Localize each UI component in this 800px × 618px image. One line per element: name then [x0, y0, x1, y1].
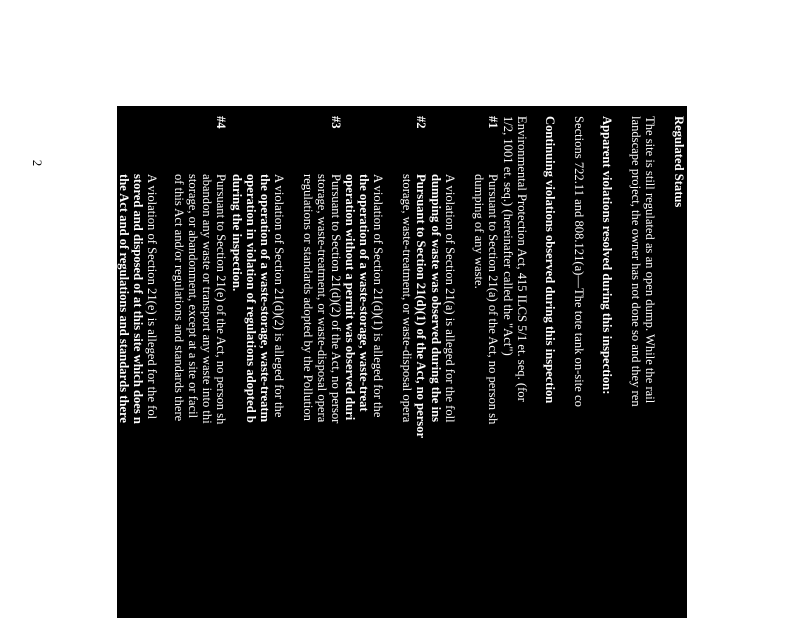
rotated-document-scan	[117, 106, 687, 618]
violation-allegation: A violation of Section 21(d)(1) is alleged for the	[371, 174, 385, 418]
section-heading: Regulated Status	[672, 116, 686, 208]
continuing-heading: Continuing violations observed during this inspection	[543, 116, 557, 404]
violation-label: #4	[214, 116, 228, 129]
violation-text: Pursuant to Section 21(d)(2) of the Act, no persor	[329, 174, 343, 424]
violation-text: abandon any waste or transport any waste into thi	[200, 174, 214, 424]
violation-allegation: during the inspection.	[230, 174, 244, 292]
violation-allegation: A violation of Section 21(a) is alleged for the foll	[443, 174, 457, 423]
violation-allegation: A violation of Section 21(d)(2) is alleged for the	[272, 174, 286, 418]
violation-text: storage, or abandonment, except at a site or facil	[186, 174, 200, 419]
violation-allegation: the Act and of regulations and standards there	[117, 174, 131, 423]
act-line: 1/2, 1001 et. seq.) (hereinafter called the "Act")	[501, 116, 515, 356]
resolved-heading: Apparent violations resolved during this inspection:	[600, 116, 614, 395]
status-line: landscape project, the owner has not done so and they ren	[629, 116, 643, 407]
violation-allegation: the operation of a waste-storage, waste-treat	[357, 174, 371, 412]
violation-text: storage, waste-treatment, or waste-disposal opera	[315, 174, 329, 423]
violation-text: storage, waste-treatment, or waste-disposal opera	[400, 174, 414, 423]
violation-allegation: stored and disposed of at this site which does n	[131, 174, 145, 424]
violation-allegation: dumping of waste was observed during the ins	[429, 174, 443, 423]
violation-text: Pursuant to Section 21(d)(1) of the Act, no persor	[414, 174, 428, 439]
resolved-text: Sections 722.11 and 808.121(a)—The tote tank on-site co	[572, 116, 586, 407]
page-number: 2	[30, 159, 45, 167]
document-body	[117, 106, 687, 618]
violation-text: of this Act and/or regulations and standards there	[172, 174, 186, 422]
violation-allegation: operation in violation of regulations adopted b	[244, 174, 258, 423]
violation-allegation: operation without a permit was observed duri	[343, 174, 357, 421]
violation-text: dumping of any waste.	[472, 174, 486, 289]
violation-label: #3	[329, 116, 343, 129]
violation-allegation: the operation of a waste-storage, waste-treatm	[258, 174, 272, 423]
violation-text: regulations or standards adopted by the Pollution	[301, 174, 315, 421]
violation-text: Pursuant to Section 21(a) of the Act, no person sh	[486, 174, 500, 425]
violation-label: #1	[486, 116, 500, 129]
violation-text: Pursuant to Section 21(e) of the Act, no person sh	[214, 174, 228, 425]
act-line: Environmental Protection Act, 415 ILCS 5/1 et. seq. (for	[515, 116, 529, 402]
violation-allegation: A violation of Section 21(e) is alleged for the fol	[145, 174, 159, 420]
status-line: The site is still regulated as an open dump. While the rail	[643, 116, 657, 404]
violation-label: #2	[414, 116, 428, 129]
